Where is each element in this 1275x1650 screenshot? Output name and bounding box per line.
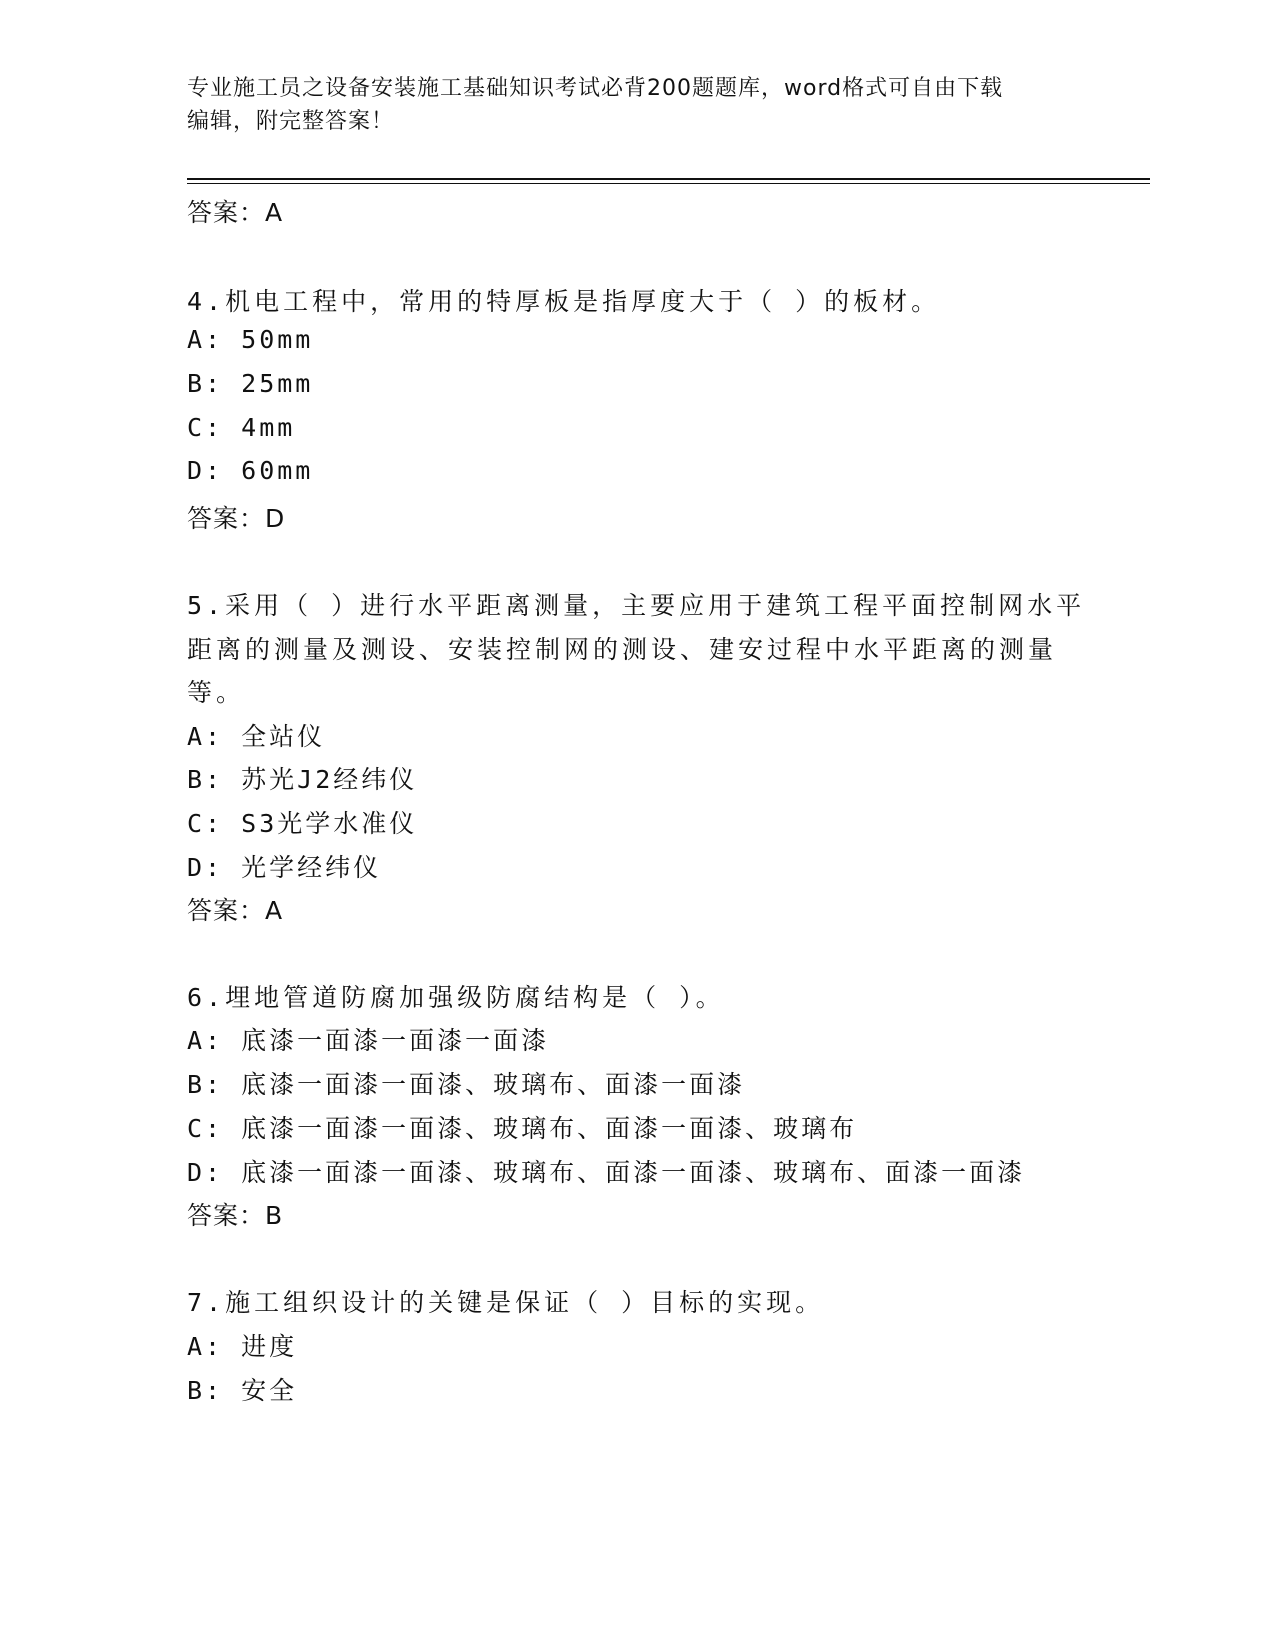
question-4-option-a: A: 50mm <box>187 325 314 354</box>
question-6-option-c: C: 底漆一面漆一面漆、玻璃布、面漆一面漆、玻璃布 <box>187 1114 858 1143</box>
header-line-1: 专业施工员之设备安装施工基础知识考试必背200题题库，word格式可自由下载 <box>187 76 1004 101</box>
header-rule-thin <box>187 183 1150 184</box>
document-header <box>187 72 1067 138</box>
question-5-text-line-3: 等。 <box>187 678 246 707</box>
question-6-text: 6.埋地管道防腐加强级防腐结构是（ ）。 <box>187 983 725 1012</box>
question-5-option-d: D: 光学经纬仪 <box>187 853 382 882</box>
question-7-option-a: A: 进度 <box>187 1332 298 1361</box>
question-5-answer: 答案：A <box>187 896 284 925</box>
question-5-option-a: A: 全站仪 <box>187 722 326 751</box>
question-6-option-a: A: 底漆一面漆一面漆一面漆 <box>187 1026 550 1055</box>
question-7-option-b: B: 安全 <box>187 1376 298 1405</box>
question-6-answer: 答案：B <box>187 1201 284 1230</box>
header-line-2: 编辑，附完整答案！ <box>187 109 395 134</box>
answer-prev: 答案：A <box>187 198 284 227</box>
question-5-option-b: B: 苏光J2经纬仪 <box>187 765 418 794</box>
question-4-text: 4.机电工程中，常用的特厚板是指厚度大于（ ）的板材。 <box>187 287 941 316</box>
question-6-option-d: D: 底漆一面漆一面漆、玻璃布、面漆一面漆、玻璃布、面漆一面漆 <box>187 1158 1026 1187</box>
question-5-text-line-2: 距离的测量及测设、安装控制网的测设、建安过程中水平距离的测量 <box>187 635 1058 664</box>
question-4-option-d: D: 60mm <box>187 456 314 485</box>
header-rule-thick <box>187 178 1150 180</box>
question-4-answer: 答案：D <box>187 504 286 533</box>
question-6-option-b: B: 底漆一面漆一面漆、玻璃布、面漆一面漆 <box>187 1070 746 1099</box>
question-4-option-b: B: 25mm <box>187 369 314 398</box>
question-4-option-c: C: 4mm <box>187 413 296 442</box>
question-5-option-c: C: S3光学水准仪 <box>187 809 418 838</box>
question-7-text: 7.施工组织设计的关键是保证（ ）目标的实现。 <box>187 1288 825 1317</box>
question-5-text-line-1: 5.采用（ ）进行水平距离测量，主要应用于建筑工程平面控制网水平 <box>187 591 1086 620</box>
